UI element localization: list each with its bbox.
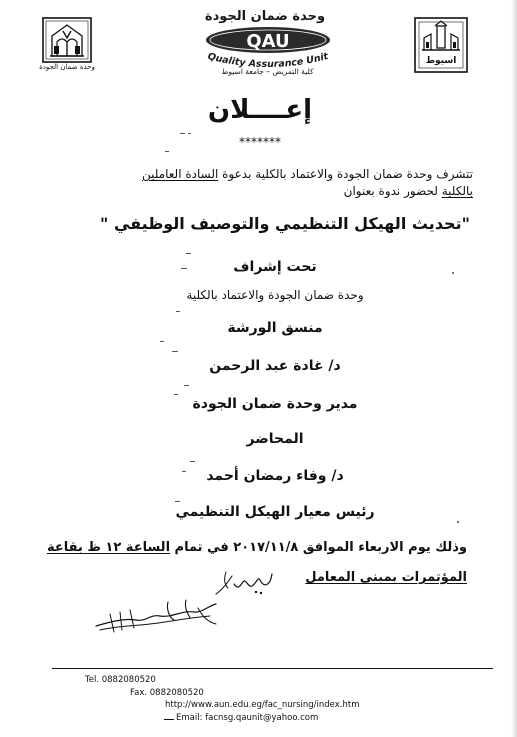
lecturer-title: رئيس معيار الهيكل التنظيمي (175, 504, 375, 520)
footer-dash (164, 719, 174, 720)
footer-tel: Tel. 0882080520 (85, 675, 156, 685)
scan-speck (188, 133, 191, 134)
coordinator-title: مدير وحدة ضمان الجودة (192, 396, 358, 412)
scan-speck (180, 133, 185, 134)
separator-stars: ******* (239, 135, 281, 149)
scan-speck (165, 151, 169, 152)
qau-emblem-icon (40, 16, 94, 64)
announcement-title: إعــــلان (207, 95, 313, 125)
scan-speck (186, 253, 191, 254)
intro-underlined-text: بالكلية (441, 184, 473, 198)
scan-speck (181, 268, 187, 269)
scan-speck (190, 461, 195, 462)
scan-speck (457, 521, 459, 523)
footer-divider (52, 668, 493, 669)
schedule-line-1 (47, 540, 467, 555)
assiut-university-seal-icon (411, 16, 471, 74)
schedule-line-2: المؤتمرات بمبنى المعامل (305, 570, 467, 585)
scan-speck (182, 471, 186, 472)
scan-speck (172, 351, 178, 352)
seal-lettering: اسيوط (425, 56, 457, 66)
coordinator-label: منسق الورشة (227, 320, 323, 336)
supervisor-name: وحدة ضمان الجودة والاعتماد بالكلية (186, 288, 364, 302)
qau-english-title: Quality Assurance Unit (206, 50, 330, 70)
coordinator-name: د/ غادة عبد الرحمن (209, 358, 341, 374)
supervision-label: تحت إشراف (233, 259, 317, 275)
intro-text: تتشرف وحدة ضمان الجودة والاعتماد بالكلية بدعوة (218, 167, 473, 181)
scan-speck (174, 394, 178, 395)
scan-speck (452, 272, 454, 274)
qau-logo (178, 24, 358, 70)
seminar-title: "تحديث الهيكل التنظيمي والتوصيف الوظيفي " (100, 214, 470, 233)
lecturer-name: د/ وفاء رمضان أحمد (206, 468, 344, 484)
intro-text: لحضور ندوة بعنوان (343, 184, 442, 198)
left-logo-caption: وحدة ضمان الجودة (39, 63, 95, 71)
handwritten-signature-icon (90, 596, 222, 636)
footer-url[interactable]: http://www.aun.edu.eg/fac_nursing/index.htm (165, 700, 360, 710)
schedule-underlined-text: الساعة ١٢ ظ بقاعة (46, 540, 171, 555)
intro-line-2 (344, 184, 473, 198)
footer-email[interactable]: Email: facnsg.qaunit@yahoo.com (176, 713, 319, 723)
intro-line-1 (142, 167, 473, 181)
qau-acronym: QAU (246, 31, 290, 52)
lecturer-label: المحاضر (246, 431, 304, 447)
qau-arabic-title: وحدة ضمان الجودة (204, 9, 326, 24)
scan-speck (176, 311, 180, 312)
schedule-text: وذلك يوم الاربعاء الموافق ٢٠١٧/١١/٨ في تمام (170, 540, 467, 555)
scan-speck (184, 385, 189, 386)
footer-fax: Fax. 0882080520 (130, 688, 204, 698)
faculty-subtitle: كلية التمريض – جامعة اسيوط (221, 67, 314, 76)
intro-underlined-text: السادة العاملين (141, 167, 219, 181)
scan-edge (511, 0, 517, 737)
scan-speck (160, 341, 164, 342)
scan-speck (175, 501, 180, 502)
